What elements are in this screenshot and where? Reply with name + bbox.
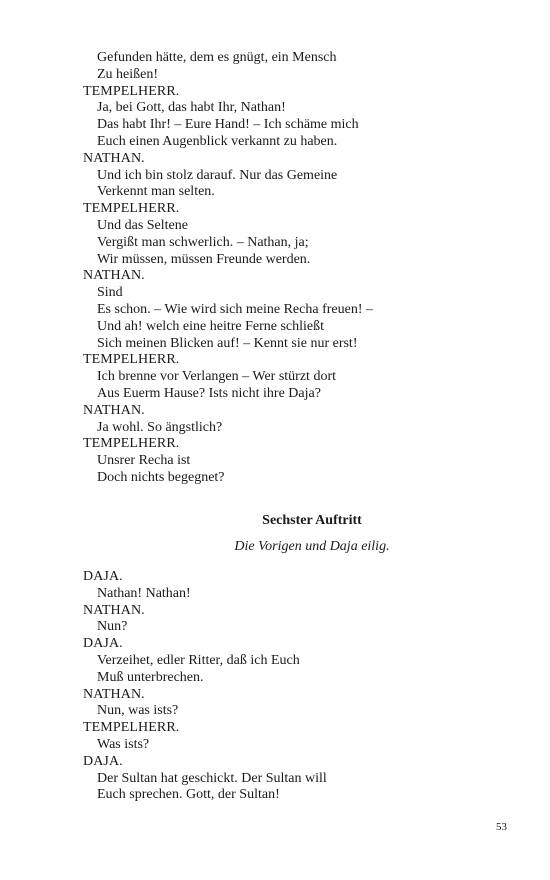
speaker-name: DAJA. (83, 753, 123, 769)
stage-direction-text: Die Vorigen und Daja eilig. (234, 539, 390, 554)
dialogue-block-top (83, 50, 483, 487)
verse-line: Es schon. – Wie wird sich meine Recha freuen! – (97, 301, 373, 317)
verse-line: Nun, was ists? (97, 703, 179, 719)
verse-line: Sind (97, 285, 123, 301)
verse-line: Nun? (97, 619, 128, 635)
verse-line: Ja, bei Gott, das habt Ihr, Nathan! (97, 100, 286, 116)
verse-line: Sich meinen Blicken auf! – Kennt sie nur erst! (97, 335, 358, 351)
speaker-name: TEMPELHERR. (83, 436, 180, 452)
verse-line: Euch sprechen. Gott, der Sultan! (97, 787, 280, 803)
speaker-name: NATHAN. (83, 602, 145, 618)
speaker-name: NATHAN. (83, 402, 145, 418)
verse-line: Muß unterbrechen. (97, 669, 204, 685)
verse-line: Das habt Ihr! – Eure Hand! – Ich schäme mich (97, 117, 359, 133)
dialogue-block-bottom (83, 569, 483, 804)
speaker-name: NATHAN. (83, 268, 145, 284)
speaker-name: DAJA. (83, 569, 123, 584)
speaker-name: TEMPELHERR. (83, 83, 180, 99)
verse-line: Und das Seltene (97, 217, 188, 233)
verse-line: Der Sultan hat geschickt. Der Sultan will (97, 770, 327, 786)
speaker-name: NATHAN. (83, 686, 145, 702)
verse-line: Wir müssen, müssen Freunde werden. (97, 251, 311, 267)
verse-line: Verzeihet, edler Ritter, daß ich Euch (97, 652, 300, 668)
verse-line: Euch einen Augenblick verkannt zu haben. (97, 133, 338, 149)
verse-line: Ja wohl. So ängstlich? (97, 419, 223, 435)
speaker-name: TEMPELHERR. (83, 201, 180, 217)
speaker-name: NATHAN. (83, 150, 145, 166)
verse-line: Verkennt man selten. (97, 184, 215, 200)
verse-line: Zu heißen! (97, 66, 159, 82)
scene-heading (0, 512, 550, 530)
verse-line: Vergißt man schwerlich. – Nathan, ja; (97, 234, 309, 250)
page-number: 53 (496, 821, 507, 833)
verse-line: Unsrer Recha ist (97, 453, 191, 469)
speaker-name: TEMPELHERR. (83, 720, 180, 736)
verse-line: Nathan! Nathan! (97, 585, 191, 601)
verse-line: Doch nichts begegnet? (97, 469, 225, 485)
verse-line: Was ists? (97, 736, 150, 752)
scene-heading-text: Sechster Auftritt (262, 513, 362, 528)
verse-line: Und ah! welch eine heitre Ferne schließt (97, 318, 325, 334)
speaker-name: TEMPELHERR. (83, 352, 180, 368)
verse-line: Gefunden hätte, dem es gnügt, ein Mensch (97, 50, 337, 65)
stage-direction (0, 538, 550, 556)
verse-line: Und ich bin stolz darauf. Nur das Gemeine (97, 167, 338, 183)
speaker-name: DAJA. (83, 636, 123, 652)
verse-line: Ich brenne vor Verlangen – Wer stürzt dort (97, 369, 336, 385)
verse-line: Aus Euerm Hause? Ists nicht ihre Daja? (97, 385, 321, 401)
